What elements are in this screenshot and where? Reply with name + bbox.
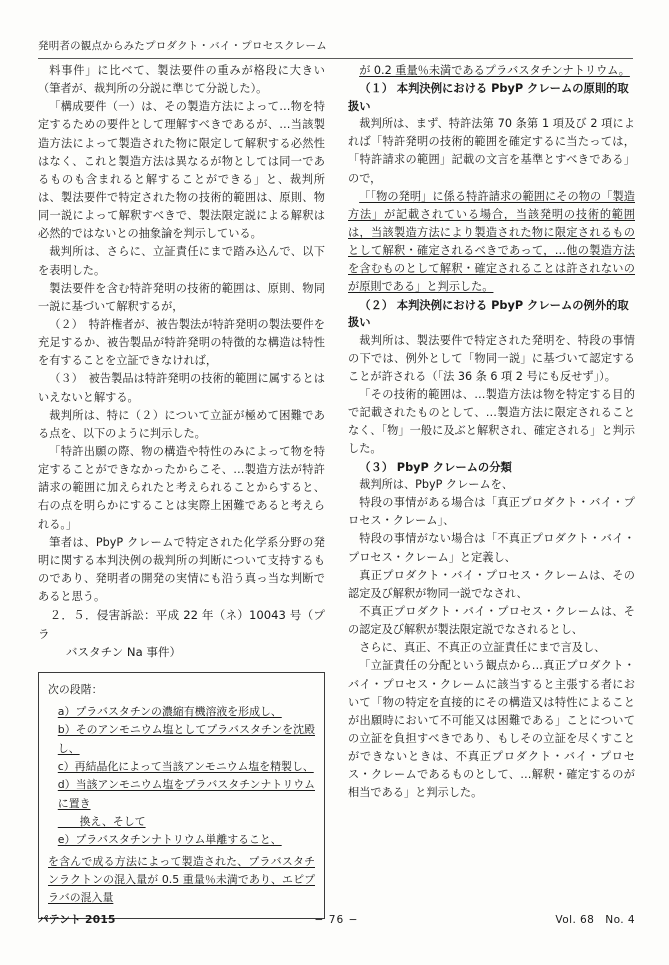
subsection-number-3: （３） xyxy=(359,460,394,474)
subsection-title-1-line2: 扱い xyxy=(348,99,371,113)
paragraph: （３） 被告製品は特許発明の技術的範囲に属するとはいえないと解する。 xyxy=(38,372,325,404)
subsection-title-2-line2: 扱い xyxy=(348,316,371,330)
paragraph: 特段の事情がない場合は「不真正プロダクト・バイ・プロセス・クレーム」と定義し、 xyxy=(348,532,635,564)
two-column-body xyxy=(38,62,635,905)
left-column xyxy=(38,62,325,905)
claim-lead: 次の段階： xyxy=(48,682,103,696)
subsection-heading-2 xyxy=(348,297,635,315)
section-heading-case xyxy=(38,606,325,662)
subsection-number-2: （２） xyxy=(359,298,394,312)
paragraph: 裁判所は、まず、特許法第 70 条第 1 項及び 2 項によれば「特許発明の技術的範囲を確定するに当たっては，「特許請求の範囲」記載の文言を基準とすべきである」ので， xyxy=(348,117,635,185)
right-column xyxy=(348,62,635,902)
paragraph: 「構成要件（一）は、その製造方法によって…物を特定するための要件として理解すべきであるが、…当該製造方法によって製造された物に限定して解釈する必然性はなく、これと製造方法は異なるが物としては同一であるものも含まれると解することができる」と、裁判所は、製法要件で特定された物の技術的範囲は、原則、物同一説によって解釈すべきで、製法限定説による解釈は必然的ではないとの抽象論を判示している。 xyxy=(38,100,325,241)
claim-step: e）プラバスタチンナトリウム単離すること、 xyxy=(57,833,282,847)
claim-step: b）そのアンモニウム塩としてプラバスタチンを沈殿し、 xyxy=(57,723,315,755)
footer-journal-name: パテント 2015 xyxy=(38,914,116,926)
paragraph: 真正プロダクト・バイ・プロセス・クレームは、その認定及び解釈が物同一説でなされ、 xyxy=(348,568,635,600)
subsection-heading-3 xyxy=(348,459,635,477)
paragraph: （２） 特許権者が、被告製法が特許発明の製法要件を充足するか、被告製品が特許発明の特徴的な構造は特性を有することを立証できなければ， xyxy=(38,317,325,368)
claim-tail: を含んで成る方法によって製造された、プラバスタチンラクトンの混入量が 0.5 重量％未満であり、エピプラバの混入量 xyxy=(48,854,315,905)
paragraph: 裁判所は、製法要件で特定された発明を、特段の事情の下では、例外として「物同一説」に基づいて認定することが許される（「法 36 条 6 項 2 号にも反せず」）。 xyxy=(348,333,635,383)
running-header: 発明者の観点からみたプロダクト・バイ・プロセスクレーム xyxy=(38,38,633,59)
paragraph: 「立証責任の分配という観点から…真正プロダクト・バイ・プロセス・クレームに該当すると主張する者において「物の特定を直接的にその構造又は特性によることが出願時において不可能又は困難である」ことについての立証を負担すべきであり、もしその立証を尽くすことができないときは、不真正プロダクト・バイ・プロセス・クレームであるものとして、…解釈・確定するのが相当である」と判示した。 xyxy=(348,659,635,800)
claim-step: a）プラバスタチンの濃縮有機溶液を形成し、 xyxy=(57,705,282,719)
claim-continuation: が 0.2 重量％未満であるプラバスタチンナトリウム。 xyxy=(359,64,630,77)
case-title-line2: バスタチン Na 事件） xyxy=(65,645,182,660)
paragraph: さらに、真正、不真正の立証責任にまで言及し、 xyxy=(359,641,606,655)
paragraph: 裁判所は、さらに、立証責任にまで踏み込んで、以下を表明した。 xyxy=(38,245,325,277)
paragraph: 「特許出願の際、物の構造や特性のみによって物を特定することができなかったからこそ、…製造方法が特許請求の範囲に加えられたと考えられることからすると、右の点を明らかにすることは実際上困難であると考えられる。」 xyxy=(38,444,325,531)
subsection-title-3: PbyP クレームの分類 xyxy=(396,460,512,474)
subsection-number-1: （１） xyxy=(359,82,394,96)
claim-text-box xyxy=(38,672,325,919)
paragraph: 筆者は、PbyP クレームで特定された化学系分野の発明に関する本判決例の裁判所の判断について支持するものであり、発明者の開発の実情にも沿う真っ当な判断であると思う。 xyxy=(38,535,325,604)
paragraph-underlined: 「「物の発明」に係る特許請求の範囲にその物の「製造方法」が記載されている場合，当該発明の技術的範囲は，当該製造方法により製造された物に限定されるものとして解釈・確定されるべきであって，…他の製造方法を含むものとして解釈・確定されることは許されないのが原則である」と判示した。 xyxy=(348,189,635,294)
page-footer xyxy=(38,912,635,927)
subsection-title-1: 本判決例における PbyP クレームの原則的取 xyxy=(396,82,629,96)
subsection-heading-1 xyxy=(348,80,635,98)
subsection-heading-1-cont xyxy=(348,98,635,116)
case-title-line1: ２．５．侵害訴訟：平成 22 年（ネ）10043 号（プラ xyxy=(38,608,325,641)
paragraph: 不真正プロダクト・バイ・プロセス・クレームは、その認定及び解釈が製法限定説でなされるとし、 xyxy=(348,605,635,637)
claim-step: c）再結晶化によって当該アンモニウム塩を精製し、 xyxy=(57,760,314,774)
subsection-heading-2-cont xyxy=(348,314,635,332)
paragraph: 製法要件を含む特許発明の技術的範囲は、原則、物同一説に基づいて解釈するが， xyxy=(38,281,325,313)
subsection-title-2: 本判決例における PbyP クレームの例外的取 xyxy=(396,298,629,312)
paragraph: 「その技術的範囲は、…製造方法は物を特定する目的で記載されたものとして、…製造方法に限定されることなく、「物」一般に及ぶと解釈され、確定される」と判示した。 xyxy=(348,387,635,456)
paragraph: 料事件」に比べて、製法要件の重みが格段に大きい（筆者が、裁判所の分説に準じて分説した）。 xyxy=(38,64,325,96)
paragraph: 特段の事情がある場合は「真正プロダクト・バイ・プロセス・クレーム」、 xyxy=(348,496,635,528)
footer-page-number: − 76 − xyxy=(314,914,359,926)
claim-step: d）当該アンモニウム塩をプラバスタチンナトリウムに置き xyxy=(57,778,315,810)
paragraph: 裁判所は、特に（２）について立証が極めて困難である点を、以下のように判示した。 xyxy=(38,408,325,440)
claim-step: 換え、そして xyxy=(57,815,146,829)
paragraph: 裁判所は、PbyP クレームを、 xyxy=(359,478,514,492)
footer-volume-issue: Vol. 68 No. 4 xyxy=(555,914,635,926)
